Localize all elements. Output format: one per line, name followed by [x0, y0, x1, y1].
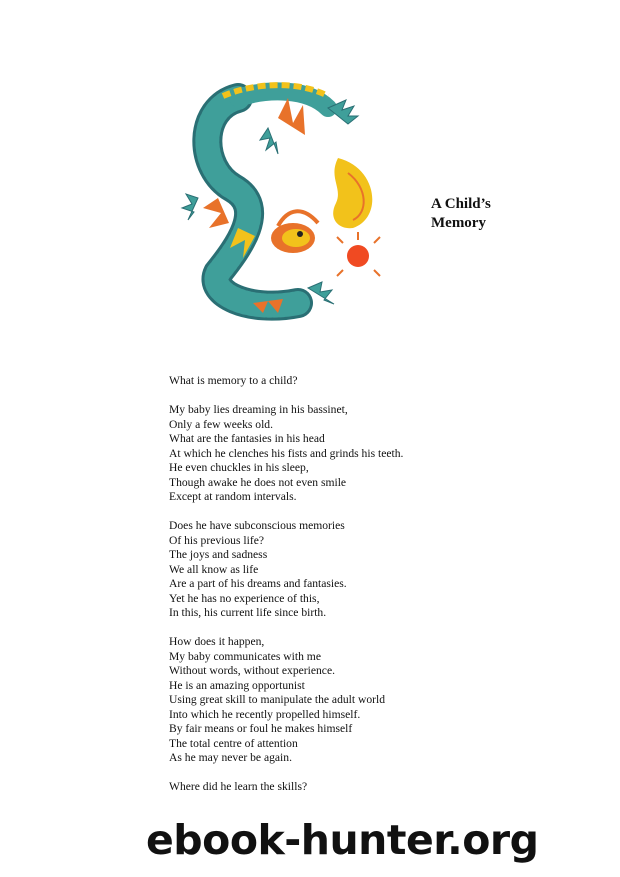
poem-body [169, 374, 549, 809]
poem-line: He is an amazing opportunist [169, 678, 305, 692]
poem-line: What is memory to a child? [169, 374, 298, 387]
poem-line: Are a part of his dreams and fantasies. [169, 577, 347, 590]
stanza [169, 374, 549, 389]
poem-line: Without words, without experience. [169, 664, 335, 677]
title-line: A Child’s [431, 196, 491, 212]
poem-line: My baby lies dreaming in his bassinet, [169, 403, 348, 416]
poem-line: Though awake he does not even smile [169, 475, 347, 489]
poem-line: He even chuckles in his sleep, [169, 461, 309, 474]
poem-line: As he may never be again. [169, 751, 292, 764]
poem-line: We all know as life [169, 562, 259, 576]
poem-line: Except at random intervals. [169, 490, 297, 503]
poem-line: By fair means or foul he makes himself [169, 722, 353, 735]
watermark: ebook-hunter.org [146, 816, 539, 864]
poem-line: The joys and sadness [169, 548, 268, 561]
poem-line: Where did he learn the skills? [169, 780, 308, 793]
stanza [169, 780, 549, 795]
title-line: Memory [431, 215, 486, 231]
poem-line: How does it happen, [169, 635, 265, 648]
stanza [169, 635, 549, 766]
poem-line: Into which he recently propelled himself. [169, 707, 361, 721]
poem-line: At which he clenches his fists and grinds his teeth. [169, 446, 404, 460]
poem-line: Using great skill to manipulate the adult world [169, 693, 386, 706]
page-title [431, 195, 491, 233]
poem-line: Yet he has no experience of this, [169, 591, 320, 605]
poem-line: What are the fantasies in his head [169, 432, 325, 445]
poem-line: Does he have subconscious memories [169, 519, 345, 532]
dragon-illustration-icon [178, 78, 390, 322]
poem-line: The total centre of attention [169, 736, 298, 750]
stanza [169, 519, 549, 621]
stanza [169, 403, 549, 505]
poem-line: Only a few weeks old. [169, 417, 273, 431]
poem-line: In this, his current life since birth. [169, 606, 327, 619]
poem-line: My baby communicates with me [169, 649, 321, 663]
poem-line: Of his previous life? [169, 533, 264, 547]
